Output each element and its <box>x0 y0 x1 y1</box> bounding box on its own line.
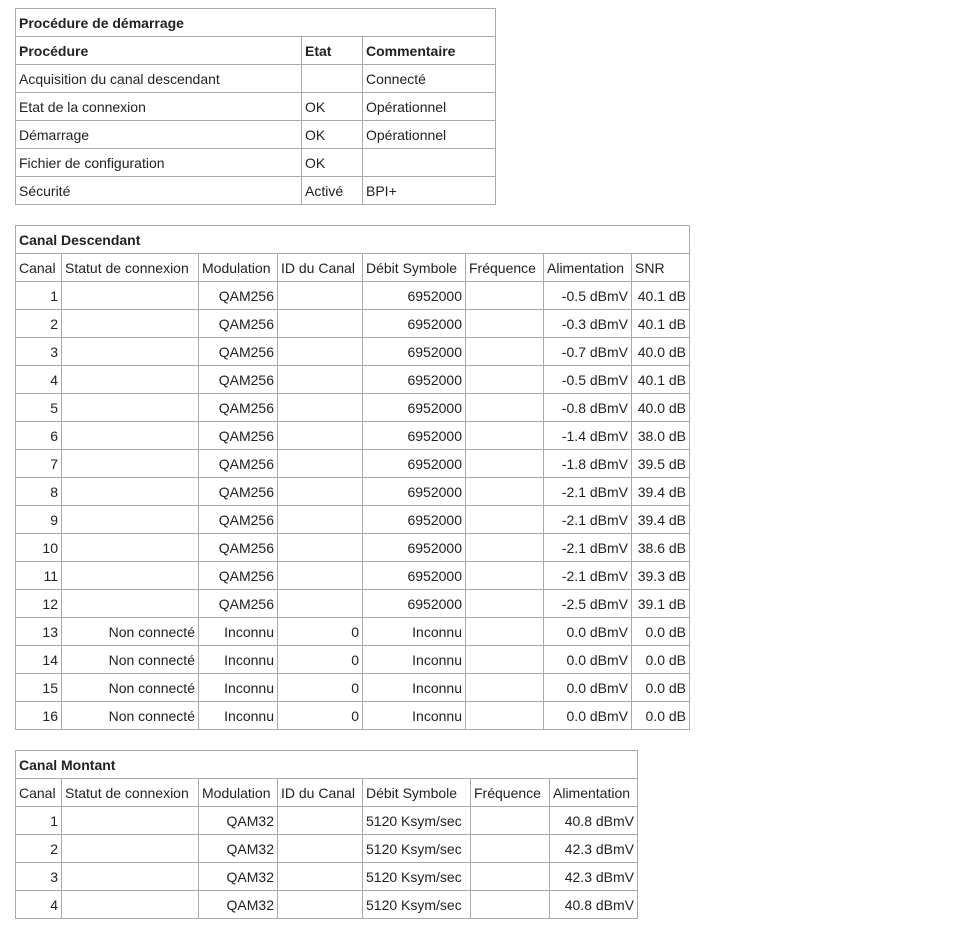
table-cell <box>466 534 544 562</box>
column-header-procedure: Procédure <box>16 37 302 65</box>
table-cell: -2.1 dBmV <box>544 478 632 506</box>
table-cell: 0 <box>278 618 363 646</box>
column-header: Débit Symbole <box>363 254 466 282</box>
table-cell: Activé <box>302 177 363 205</box>
table-cell <box>278 310 363 338</box>
table-cell <box>466 422 544 450</box>
table-cell <box>278 366 363 394</box>
column-header: Fréquence <box>466 254 544 282</box>
table-cell: Acquisition du canal descendant <box>16 65 302 93</box>
table-cell: QAM32 <box>199 891 278 919</box>
table-cell: 40.0 dB <box>632 338 690 366</box>
table-cell: 6 <box>16 422 62 450</box>
table-cell: QAM256 <box>199 562 278 590</box>
table-cell: 3 <box>16 338 62 366</box>
upstream-table-title: Canal Montant <box>16 751 638 779</box>
table-cell <box>62 282 199 310</box>
table-cell <box>466 394 544 422</box>
table-cell <box>466 506 544 534</box>
table-cell: OK <box>302 93 363 121</box>
column-header: ID du Canal <box>278 779 363 807</box>
table-cell: 0.0 dB <box>632 618 690 646</box>
table-cell: 0.0 dBmV <box>544 674 632 702</box>
column-header: ID du Canal <box>278 254 363 282</box>
downstream-channel-table <box>15 225 690 730</box>
column-header: Fréquence <box>471 779 550 807</box>
table-cell: 5120 Ksym/sec <box>363 863 471 891</box>
table-cell <box>278 835 363 863</box>
table-row <box>16 590 690 618</box>
table-cell: -0.5 dBmV <box>544 282 632 310</box>
table-cell <box>278 478 363 506</box>
table-row <box>16 366 690 394</box>
table-cell <box>471 835 550 863</box>
table-row <box>16 394 690 422</box>
table-cell <box>278 863 363 891</box>
table-cell: QAM256 <box>199 590 278 618</box>
table-row <box>16 450 690 478</box>
table-cell: 6952000 <box>363 562 466 590</box>
table-cell <box>62 562 199 590</box>
table-cell: BPI+ <box>363 177 496 205</box>
column-header: Canal <box>16 779 62 807</box>
table-cell <box>466 282 544 310</box>
table-cell: Inconnu <box>363 618 466 646</box>
table-row <box>16 338 690 366</box>
startup-procedure-table <box>15 8 496 205</box>
table-cell: 42.3 dBmV <box>550 863 638 891</box>
table-cell <box>466 338 544 366</box>
table-row <box>16 478 690 506</box>
table-cell: Inconnu <box>199 618 278 646</box>
table-cell: QAM256 <box>199 422 278 450</box>
table-cell: 4 <box>16 366 62 394</box>
table-cell <box>62 891 199 919</box>
table-cell: -1.4 dBmV <box>544 422 632 450</box>
table-cell: 11 <box>16 562 62 590</box>
table-cell: -2.1 dBmV <box>544 506 632 534</box>
table-cell: 6952000 <box>363 506 466 534</box>
table-cell <box>466 646 544 674</box>
table-cell: 40.1 dB <box>632 282 690 310</box>
column-header: SNR <box>632 254 690 282</box>
table-cell: QAM256 <box>199 310 278 338</box>
table-row <box>16 807 638 835</box>
table-cell: -0.3 dBmV <box>544 310 632 338</box>
table-cell: 0 <box>278 674 363 702</box>
table-cell: -0.8 dBmV <box>544 394 632 422</box>
table-cell <box>466 562 544 590</box>
table-cell <box>302 65 363 93</box>
table-cell: 0.0 dB <box>632 702 690 730</box>
table-cell: 6952000 <box>363 394 466 422</box>
table-cell <box>278 590 363 618</box>
table-cell <box>471 891 550 919</box>
table-cell: Inconnu <box>363 646 466 674</box>
table-cell: 40.1 dB <box>632 366 690 394</box>
table-cell: -1.8 dBmV <box>544 450 632 478</box>
table-cell: QAM256 <box>199 394 278 422</box>
table-cell: QAM256 <box>199 450 278 478</box>
table-cell: -2.1 dBmV <box>544 562 632 590</box>
table-cell: Inconnu <box>199 646 278 674</box>
table-cell <box>62 590 199 618</box>
table-cell: 6952000 <box>363 534 466 562</box>
table-row <box>16 646 690 674</box>
table-cell: 3 <box>16 863 62 891</box>
table-cell: 39.5 dB <box>632 450 690 478</box>
table-cell: 0.0 dB <box>632 646 690 674</box>
table-row <box>16 93 496 121</box>
table-cell: 39.3 dB <box>632 562 690 590</box>
table-cell <box>62 478 199 506</box>
table-cell: 1 <box>16 807 62 835</box>
table-row <box>16 702 690 730</box>
table-cell: Inconnu <box>199 702 278 730</box>
table-cell: 2 <box>16 310 62 338</box>
table-cell: Non connecté <box>62 702 199 730</box>
table-cell: 38.6 dB <box>632 534 690 562</box>
startup-table-title: Procédure de démarrage <box>16 9 496 37</box>
column-header: Modulation <box>199 779 278 807</box>
table-row <box>16 534 690 562</box>
table-cell: QAM32 <box>199 863 278 891</box>
table-cell: QAM256 <box>199 506 278 534</box>
table-cell <box>278 450 363 478</box>
table-cell: Opérationnel <box>363 93 496 121</box>
table-cell: 12 <box>16 590 62 618</box>
table-cell: 7 <box>16 450 62 478</box>
column-header: Statut de connexion <box>62 779 199 807</box>
table-cell: 6952000 <box>363 310 466 338</box>
table-cell <box>62 310 199 338</box>
upstream-channel-table <box>15 750 638 919</box>
table-cell: QAM256 <box>199 338 278 366</box>
table-cell: Inconnu <box>363 674 466 702</box>
table-row <box>16 177 496 205</box>
table-row <box>16 891 638 919</box>
table-row <box>16 282 690 310</box>
table-cell: 0.0 dBmV <box>544 618 632 646</box>
table-row <box>16 562 690 590</box>
table-cell: Sécurité <box>16 177 302 205</box>
table-cell: Connecté <box>363 65 496 93</box>
column-header: Alimentation <box>544 254 632 282</box>
table-cell: Inconnu <box>199 674 278 702</box>
table-cell: -2.1 dBmV <box>544 534 632 562</box>
table-cell <box>466 702 544 730</box>
table-cell: -0.5 dBmV <box>544 366 632 394</box>
table-cell: 6952000 <box>363 282 466 310</box>
table-cell: 0 <box>278 646 363 674</box>
table-row <box>16 835 638 863</box>
column-header-comment: Commentaire <box>363 37 496 65</box>
table-cell: 39.4 dB <box>632 478 690 506</box>
table-cell <box>466 478 544 506</box>
table-cell: 42.3 dBmV <box>550 835 638 863</box>
table-cell <box>62 450 199 478</box>
table-cell: 39.1 dB <box>632 590 690 618</box>
table-cell: 10 <box>16 534 62 562</box>
table-cell: 0 <box>278 702 363 730</box>
table-cell: 40.1 dB <box>632 310 690 338</box>
table-cell <box>278 534 363 562</box>
table-cell: 6952000 <box>363 590 466 618</box>
table-cell: Non connecté <box>62 618 199 646</box>
table-row <box>16 506 690 534</box>
table-row <box>16 149 496 177</box>
table-cell <box>466 590 544 618</box>
table-row <box>16 422 690 450</box>
table-row <box>16 121 496 149</box>
table-row <box>16 674 690 702</box>
table-cell <box>278 891 363 919</box>
table-cell: 40.8 dBmV <box>550 891 638 919</box>
table-cell: -2.5 dBmV <box>544 590 632 618</box>
table-cell <box>62 394 199 422</box>
table-cell <box>62 534 199 562</box>
table-cell <box>278 506 363 534</box>
table-cell: 4 <box>16 891 62 919</box>
column-header-state: Etat <box>302 37 363 65</box>
table-cell <box>363 149 496 177</box>
table-cell: 6952000 <box>363 422 466 450</box>
table-cell: 6952000 <box>363 338 466 366</box>
table-cell: QAM256 <box>199 282 278 310</box>
table-cell <box>278 807 363 835</box>
column-header: Alimentation <box>550 779 638 807</box>
table-cell <box>62 422 199 450</box>
table-row <box>16 618 690 646</box>
table-cell <box>278 422 363 450</box>
table-cell: OK <box>302 121 363 149</box>
table-cell <box>278 338 363 366</box>
table-cell: 0.0 dBmV <box>544 646 632 674</box>
table-cell: 2 <box>16 835 62 863</box>
table-cell: Non connecté <box>62 674 199 702</box>
table-cell: 0.0 dB <box>632 674 690 702</box>
table-cell <box>466 310 544 338</box>
column-header: Débit Symbole <box>363 779 471 807</box>
table-cell <box>466 618 544 646</box>
table-cell <box>471 807 550 835</box>
table-cell <box>62 506 199 534</box>
table-cell: Etat de la connexion <box>16 93 302 121</box>
table-cell: Inconnu <box>363 702 466 730</box>
table-cell: 16 <box>16 702 62 730</box>
table-cell: 1 <box>16 282 62 310</box>
table-cell <box>62 338 199 366</box>
table-cell <box>278 562 363 590</box>
table-cell <box>466 366 544 394</box>
table-cell: 5 <box>16 394 62 422</box>
table-cell <box>62 863 199 891</box>
table-cell <box>278 394 363 422</box>
column-header: Modulation <box>199 254 278 282</box>
table-cell: QAM32 <box>199 807 278 835</box>
table-cell: 9 <box>16 506 62 534</box>
column-header: Canal <box>16 254 62 282</box>
table-cell <box>471 863 550 891</box>
table-cell: 6952000 <box>363 366 466 394</box>
table-cell: 40.0 dB <box>632 394 690 422</box>
table-cell: Fichier de configuration <box>16 149 302 177</box>
table-cell: 39.4 dB <box>632 506 690 534</box>
table-row <box>16 65 496 93</box>
table-row <box>16 863 638 891</box>
table-cell: 15 <box>16 674 62 702</box>
table-cell: QAM256 <box>199 478 278 506</box>
table-cell: Non connecté <box>62 646 199 674</box>
table-cell: Démarrage <box>16 121 302 149</box>
table-cell <box>62 835 199 863</box>
table-cell: QAM32 <box>199 835 278 863</box>
table-row <box>16 310 690 338</box>
table-cell: QAM256 <box>199 366 278 394</box>
table-cell <box>62 366 199 394</box>
table-cell: 0.0 dBmV <box>544 702 632 730</box>
table-cell: 6952000 <box>363 450 466 478</box>
table-cell: 5120 Ksym/sec <box>363 807 471 835</box>
table-cell: Opérationnel <box>363 121 496 149</box>
table-cell <box>62 807 199 835</box>
table-cell: -0.7 dBmV <box>544 338 632 366</box>
table-cell: 5120 Ksym/sec <box>363 891 471 919</box>
table-cell: 8 <box>16 478 62 506</box>
table-cell: QAM256 <box>199 534 278 562</box>
table-cell <box>466 674 544 702</box>
table-cell: 6952000 <box>363 478 466 506</box>
table-cell: OK <box>302 149 363 177</box>
table-cell: 14 <box>16 646 62 674</box>
table-cell: 13 <box>16 618 62 646</box>
table-cell: 5120 Ksym/sec <box>363 835 471 863</box>
table-cell <box>278 282 363 310</box>
downstream-table-title: Canal Descendant <box>16 226 690 254</box>
table-cell: 40.8 dBmV <box>550 807 638 835</box>
table-cell <box>466 450 544 478</box>
table-cell: 38.0 dB <box>632 422 690 450</box>
column-header: Statut de connexion <box>62 254 199 282</box>
